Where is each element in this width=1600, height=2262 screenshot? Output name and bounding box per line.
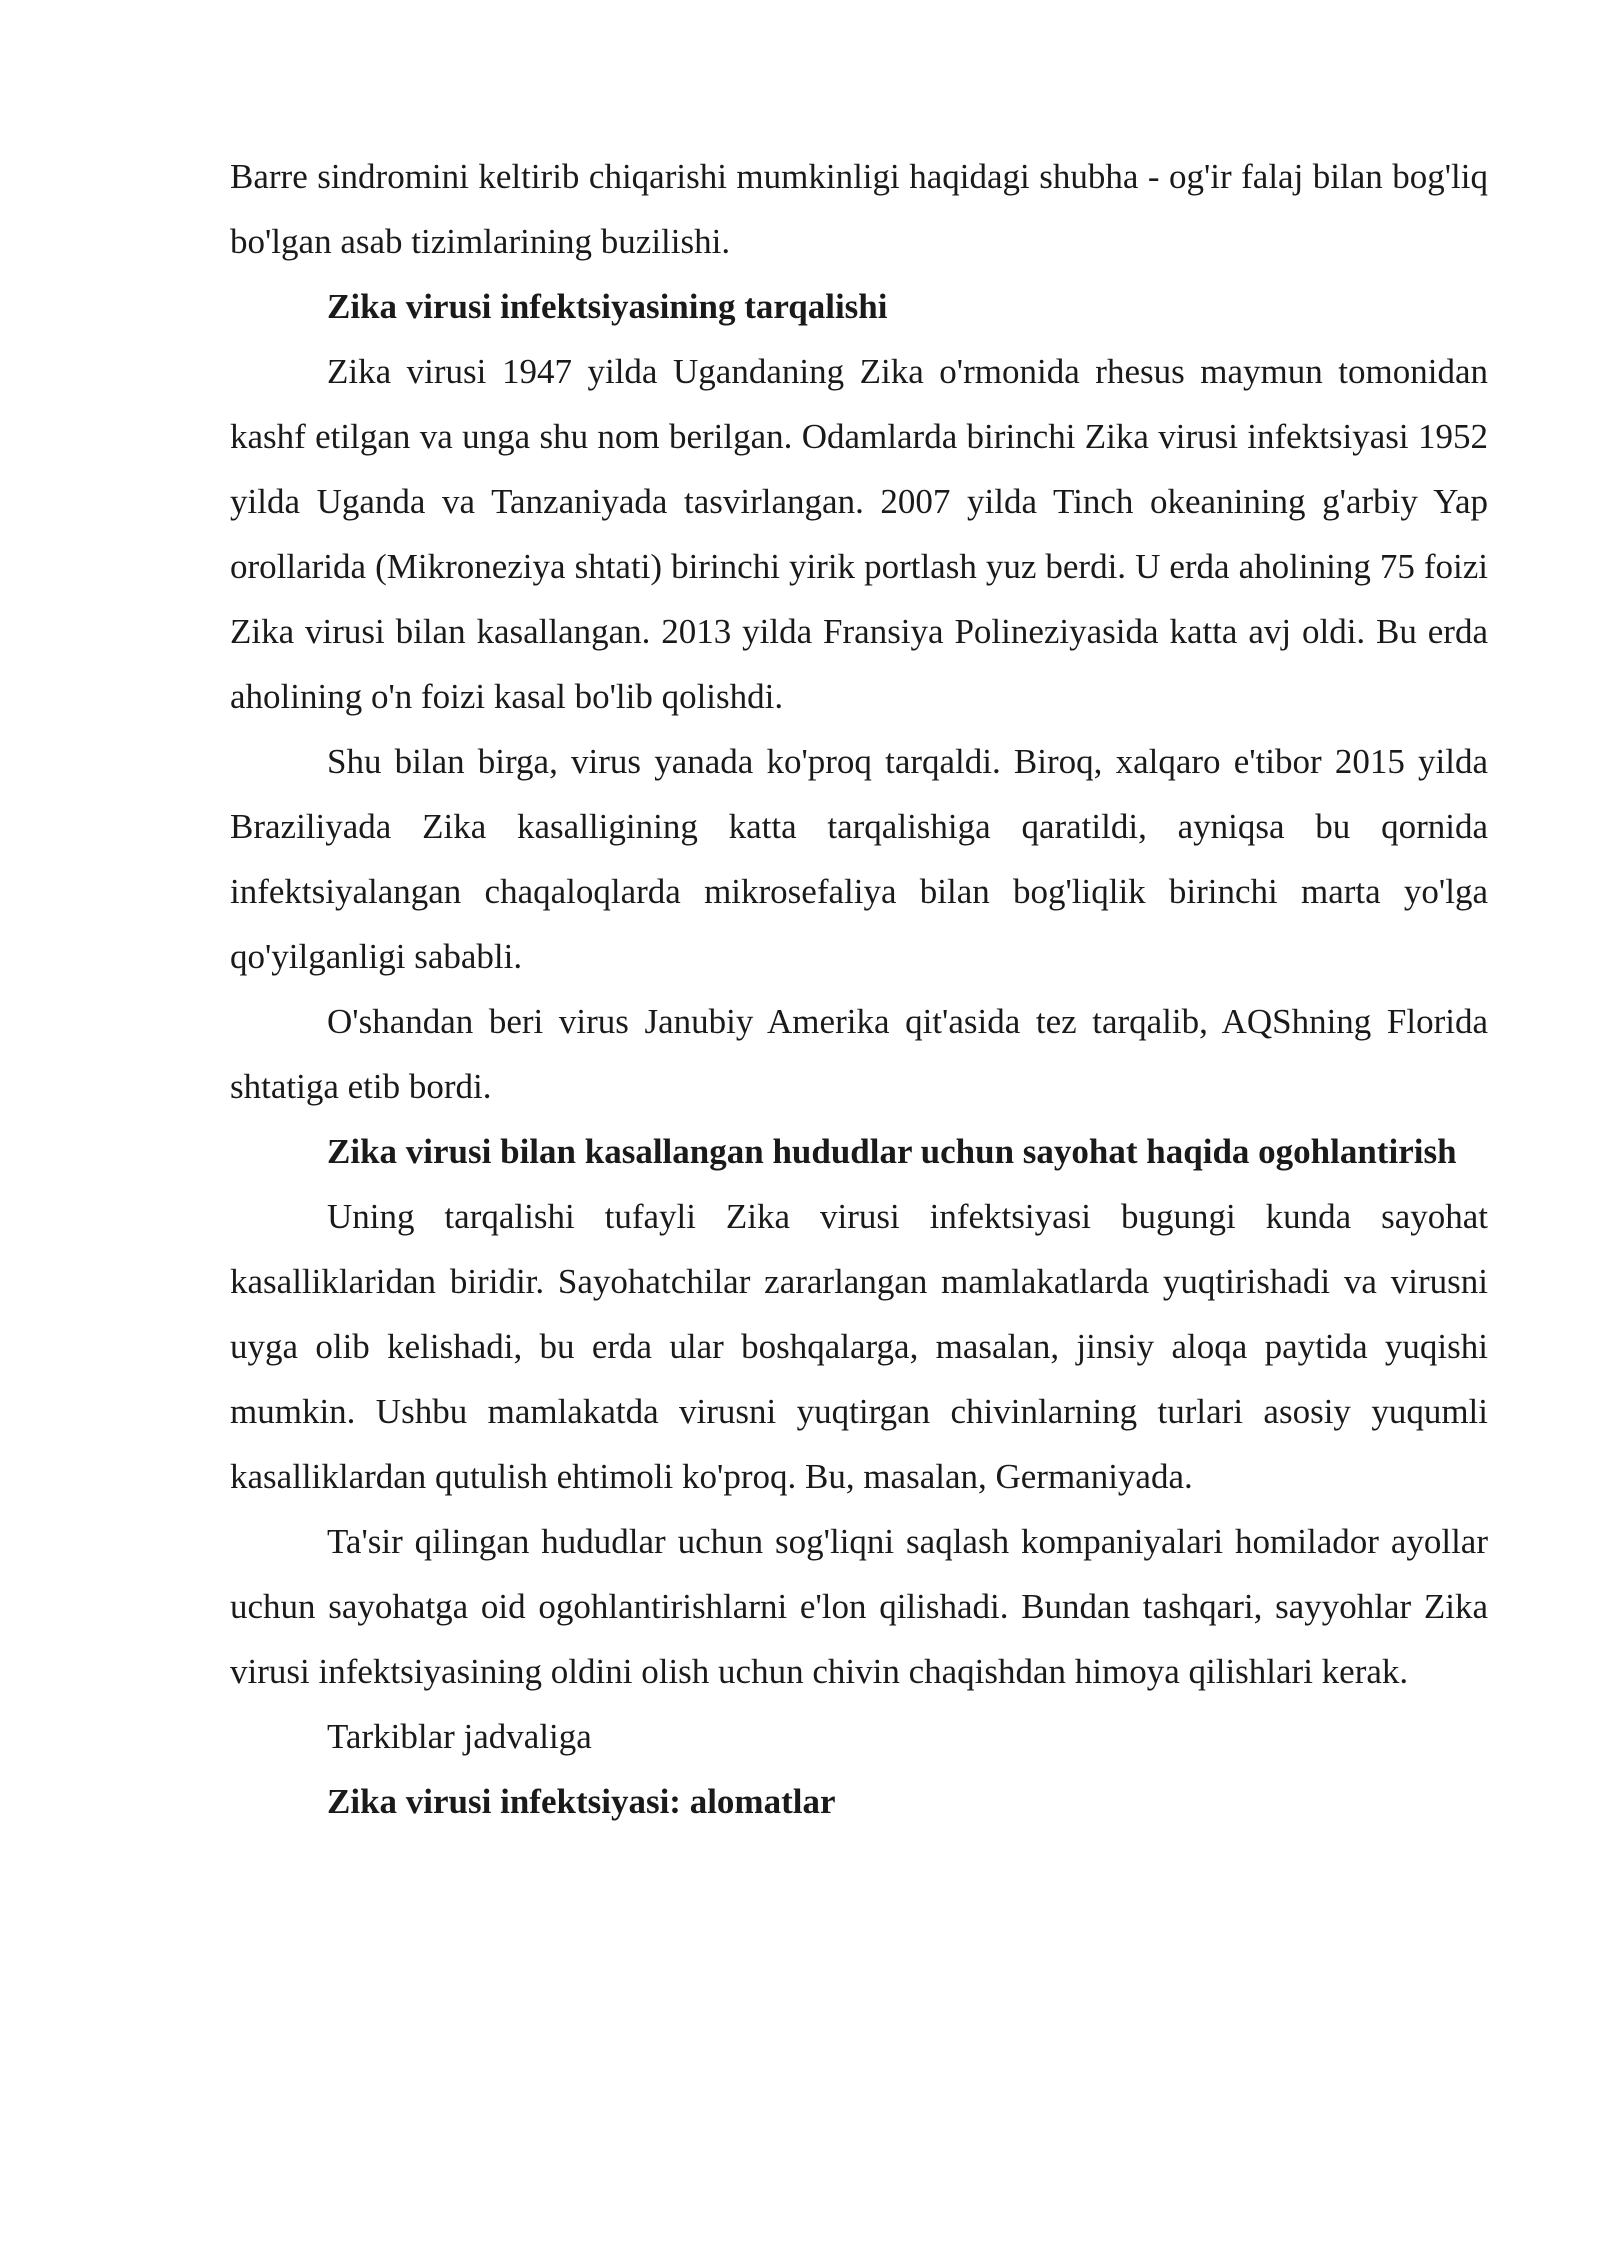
- table-of-contents-link[interactable]: Tarkiblar jadvaliga: [327, 1717, 592, 1756]
- paragraph-travel-disease: Uning tarqalishi tufayli Zika virusi infektsiyasi bugungi kunda sayohat kasalliklaridan biridir. Sayohatchilar zararlangan mamlakatlarda yuqtirishadi va virusni uyga olib kelishadi, bu erda ular boshqalarga, masalan, jinsiy aloqa paytida yuqishi mumkin. Ushbu mamlakatda virusni yuqtirgan chivinlarning turlari asosiy yuqumli kasalliklardan qutulish ehtimoli ko'proq. Bu, masalan, Germaniyada.: [230, 1197, 1488, 1496]
- heading-symptoms: Zika virusi infektsiyasi: alomatlar: [327, 1782, 836, 1821]
- paragraph-discovery-history: Zika virusi 1947 yilda Ugandaning Zika o'rmonida rhesus maymun tomonidan kashf etilgan va unga shu nom berilgan. Odamlarda birinchi Zika virusi infektsiyasi 1952 yilda Uganda va Tanzaniyada tasvirlangan. 2007 yilda Tinch okeanining g'arbiy Yap orollarida (Mikroneziya shtati) birinchi yirik portlash yuz berdi. U erda aholining 75 foizi Zika virusi bilan kasallangan. 2013 yilda Fransiya Polineziyasida katta avj oldi. Bu erda aholining o'n foizi kasal bo'lib qolishdi.: [230, 352, 1488, 716]
- paragraph-brazil-outbreak: Shu bilan birga, virus yanada ko'proq tarqaldi. Biroq, xalqaro e'tibor 2015 yilda Braziliyada Zika kasalligining katta tarqalishiga qaratildi, ayniqsa bu qornida infektsiyalangan chaqaloqlarda mikrosefaliya bilan bog'liqlik birinchi marta yo'lga qo'yilganligi sababli.: [230, 742, 1488, 976]
- paragraph-guillain-barre-continuation: Barre sindromini keltirib chiqarishi mumkinligi haqidagi shubha - og'ir falaj bilan bog'liq bo'lgan asab tizimlarining buzilishi.: [230, 157, 1488, 261]
- paragraph-spread-americas: O'shandan beri virus Janubiy Amerika qit'asida tez tarqalib, AQShning Florida shtatiga etib bordi.: [230, 1002, 1488, 1106]
- heading-travel-warning: Zika virusi bilan kasallangan hududlar uchun sayohat haqida ogohlantirish: [327, 1132, 1457, 1171]
- document-page: [230, 144, 1488, 1834]
- heading-spread: Zika virusi infektsiyasining tarqalishi: [327, 287, 888, 326]
- paragraph-health-advisories: Ta'sir qilingan hududlar uchun sog'liqni saqlash kompaniyalari homilador ayollar uchun sayohatga oid ogohlantirishlarni e'lon qilishadi. Bundan tashqari, sayyohlar Zika virusi infektsiyasining oldini olish uchun chivin chaqishdan himoya qilishlari kerak.: [230, 1522, 1488, 1691]
